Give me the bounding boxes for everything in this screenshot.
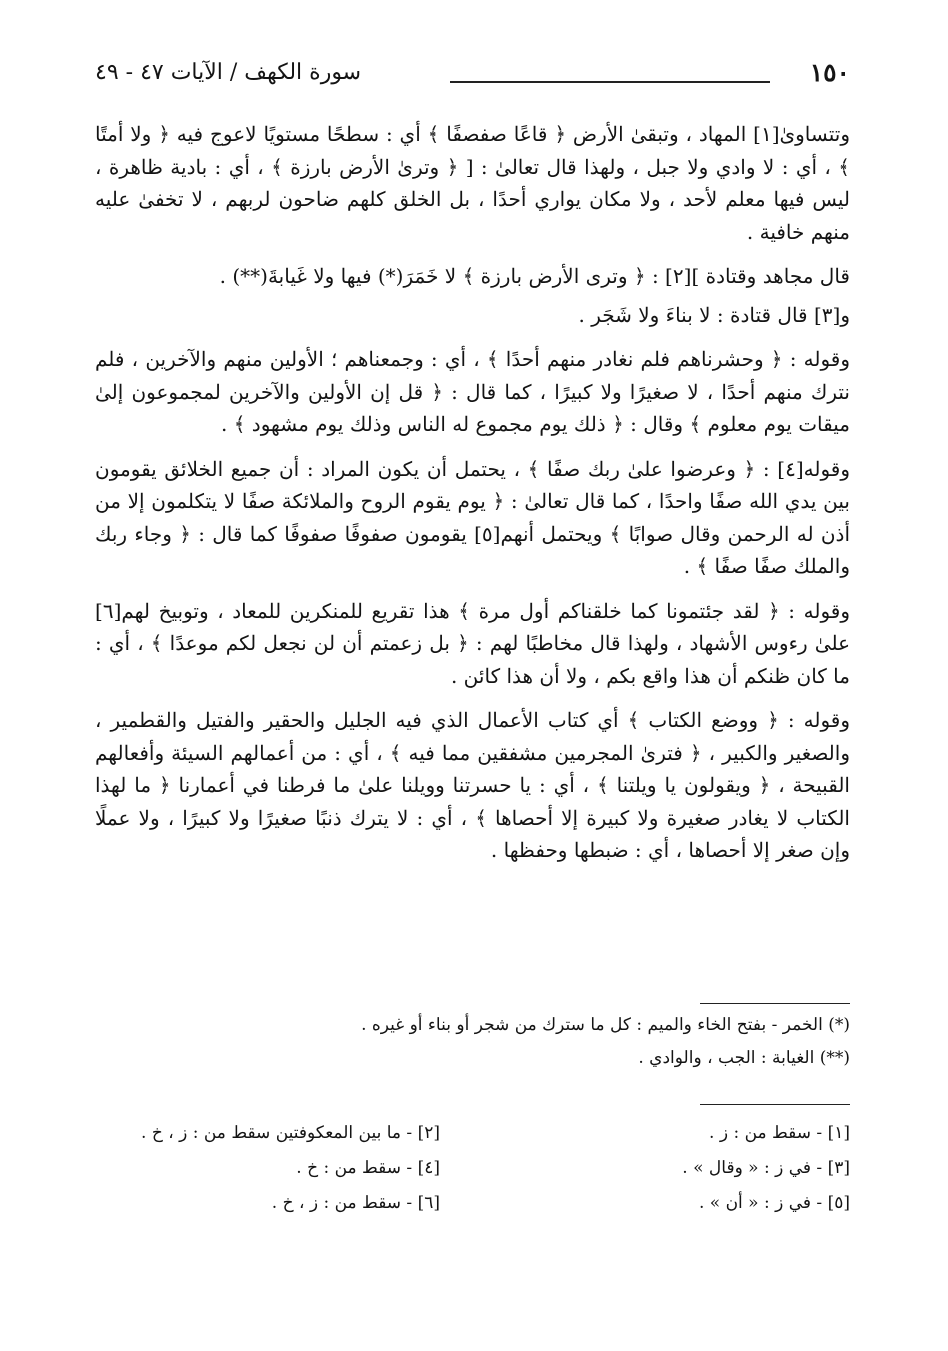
footnote-star: (**) الغيابة : الجب ، والوادي .: [638, 1048, 850, 1068]
main-text: [95, 118, 850, 879]
paragraph: وقوله : ﴿ لقد جئتمونا كما خلقناكم أول مرة ﴾ هذا تقريع للمنكرين للمعاد ، وتوبيخ لهم[٦] علىٰ رءوس الأشهاد ، ولهذا قال مخاطبًا لهم : ﴿ بل زعمتم أن لن نجعل لكم موعدًا ﴾ ، أي : ما كان ظنكم أن هذا واقع بكم ، ولا أن هذا كائن .: [95, 598, 850, 688]
surah-title: سورة الكهف / الآيات ٤٧ - ٤٩: [95, 60, 362, 85]
paragraph: قال مجاهد وقتادة ]‎[٢] : ﴿ وترى الأرض بارزة ﴾ لا خَمَرَ(*) فيها ولا غَيابةَ(**) .: [219, 264, 850, 288]
paragraph: و[٣] قال قتادة : لا بناءَ ولا شَجَر .: [578, 302, 850, 327]
footnote-star: (*) الخمر - بفتح الخاء والميم : كل ما سترك من شجر أو بناء أو غيره .: [361, 1015, 850, 1035]
footnote-divider: [700, 1104, 850, 1105]
paragraph: وقوله : ﴿ ووضع الكتاب ﴾ أي كتاب الأعمال الذي فيه الجليل والحقير والفتيل والقطمير ، والصغير والكبير ، ﴿ فترىٰ المجرمين مشفقين مما فيه ﴾ ، أي : من أعمالهم السيئة وأفعالهم القبيحة ، ﴿ ويقولون يا ويلتنا ﴾ ، أي : يا حسرتنا وويلنا علىٰ ما فرطنا في أعمارنا ﴿ ما لهذا الكتاب لا يغادر صغيرة ولا كبيرة إلا أحصاها ﴾ ، أي : لا يترك ذنبًا صغيرًا ولا كبيرًا ، ولا عملًا وإن صغر إلا أحصاها ، أي : ضبطها وحفظها .: [95, 708, 850, 862]
footnote-variant: [٥] - في ز : « أن » .: [698, 1193, 850, 1213]
paragraph: وقوله[٤] : ﴿ وعرضوا علىٰ ربك صفًا ﴾ ، يحتمل أن يكون المراد : أن جميع الخلائق يقومون بين يدي الله صفًا واحدًا ، كما قال تعالىٰ : ﴿ يوم يقوم الروح والملائكة صفًا لا يتكلمون إلا من أذن له الرحمن وقال صوابًا ﴾ ويحتمل أنهم[٥] يقومون صفوفًا صفوفًا كما قال : ﴿ وجاء ربك والملك صفًا صفًا ﴾ .: [95, 456, 851, 578]
page-header: [95, 58, 850, 98]
header-divider: [450, 81, 770, 83]
footnote-variant: [٢] - ما بين المعكوفتين سقط من : ز ، خ .: [141, 1123, 440, 1143]
paragraph: وقوله : ﴿ وحشرناهم فلم نغادر منهم أحدًا ﴾ ، أي : وجمعناهم ؛ الأولين منهم والآخرين ، فلم نترك منهم أحدًا ، لا صغيرًا ولا كبيرًا ، كما قال : ﴿ قل إن الأولين والآخرين لمجموعون إلىٰ ميقات يوم معلوم ﴾ وقال : ﴿ ذلك يوم مجموع له الناس وذلك يوم مشهود ﴾ .: [95, 347, 850, 436]
paragraph: وتتساوىٰ[١] المهاد ، وتبقىٰ الأرض ﴿ قاعًا صفصفًا ﴾ أي : سطحًا مستويًا لاعوج فيه ﴿ ولا أمتًا ﴾ ، أي : لا وادي ولا جبل ، ولهذا قال تعالىٰ : [ ﴿ وترىٰ الأرض بارزة ﴾ ، أي : بادية ظاهرة ، ليس فيها معلم لأحد ، ولا مكان يواري أحدًا ، بل الخلق كلهم ضاحون لربهم ، لا تخفىٰ عليه منهم خافية .: [95, 122, 850, 244]
footnote-variant: [٦] - سقط من : ز ، خ .: [271, 1193, 440, 1213]
page-number: ١٥٠: [809, 58, 850, 87]
footnote-variant: [٣] - في ز : « وقال » .: [682, 1158, 850, 1178]
footnote-variant: [٤] - سقط من : خ .: [296, 1158, 440, 1178]
footnote-divider: [700, 1003, 850, 1004]
footnote-variant: [١] - سقط من : ز .: [709, 1123, 850, 1143]
